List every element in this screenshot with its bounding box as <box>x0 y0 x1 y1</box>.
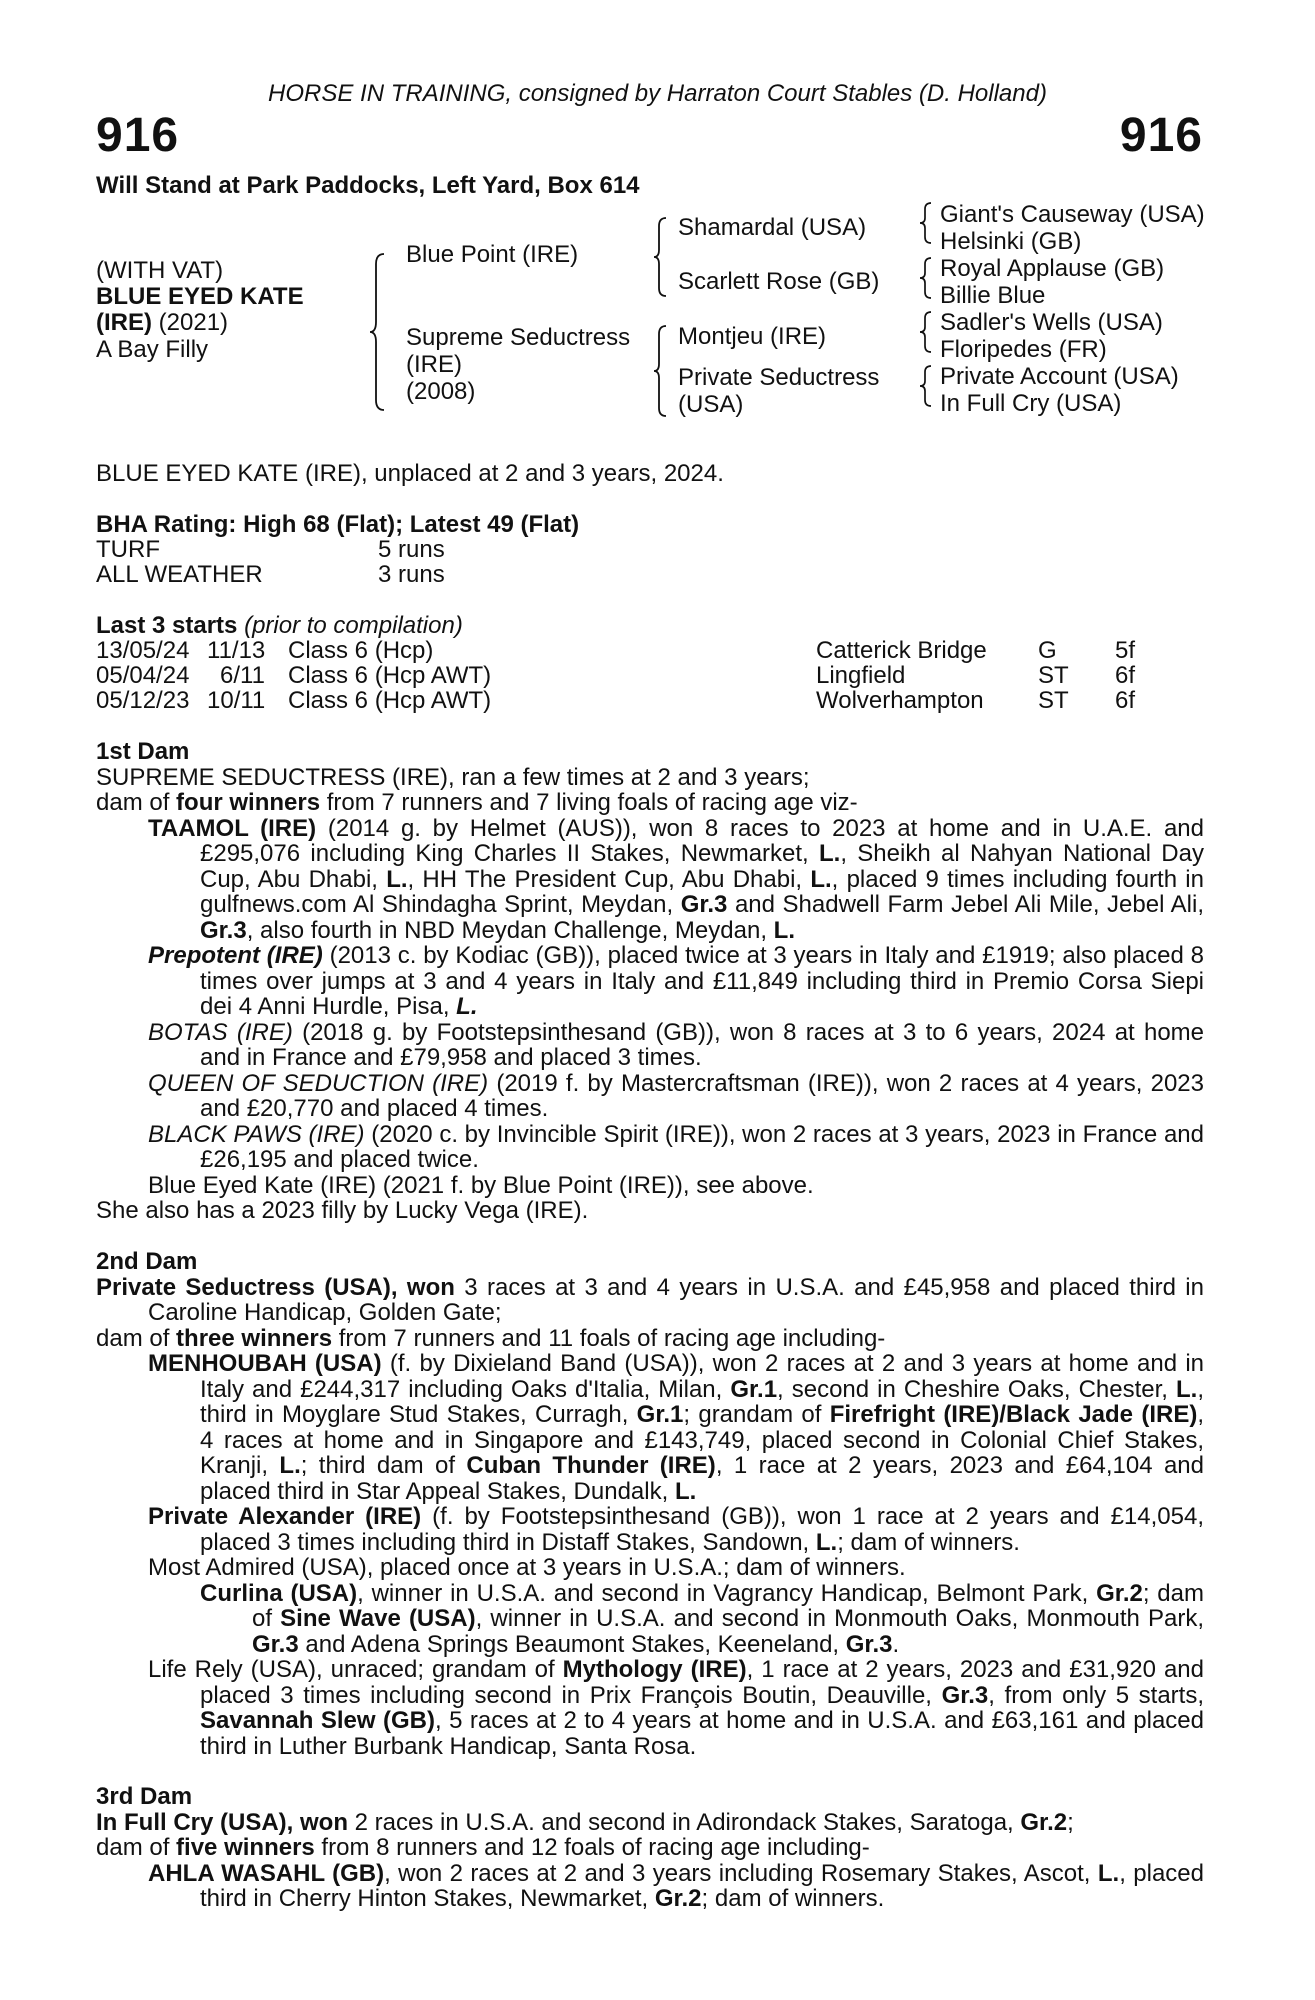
group-marker: Gr.2 <box>1020 1808 1068 1836</box>
pedigree-brace-sire <box>652 216 670 298</box>
start-date: 13/05/24 <box>96 637 190 664</box>
text: , third in Moyglare Stud Stakes, Curragh, <box>200 1375 1204 1428</box>
text: ; grandam of <box>683 1401 830 1428</box>
text: (f. by Dixieland Band (USA)), won 2 races at 2 and 3 years at home and in Italy and £244,317 including Oaks d'Italia, Milan, <box>200 1350 1204 1403</box>
race-summary: BLUE EYED KATE (IRE), unplaced at 2 and 3 years, 2024. <box>96 460 724 487</box>
sds-name: Royal Applause (GB) <box>940 255 1165 282</box>
produce-entry-ahla-wasahl <box>148 1861 1204 1912</box>
won-marker: , won <box>390 1273 455 1301</box>
group-marker: Gr.1 <box>730 1375 778 1403</box>
text: , placed third in Cherry Hinton Stakes, Newmarket, <box>200 1859 1204 1912</box>
first-dam-also: She also has a 2023 filly by Lucky Vega (IRE). <box>96 1197 589 1224</box>
dss-name: Sadler's Wells (USA) <box>940 309 1163 336</box>
winner-count: four winners <box>176 789 321 816</box>
second-dam-heading: 2nd Dam <box>96 1248 198 1275</box>
first-dam-heading: 1st Dam <box>96 738 190 765</box>
sdd-name: Billie Blue <box>940 282 1046 309</box>
text: (2014 g. by Helmet (AUS)), won 8 races to 2023 at home and in U.A.E. and £295,076 including King Charles II Stakes, Newmarket, <box>200 814 1204 867</box>
text: , 4 races at home and in Singapore and £143,749, placed second in Colonial Chief Stakes, Kranji, <box>200 1401 1204 1479</box>
group-marker: Gr.3 <box>941 1681 989 1709</box>
text: , winner in U.S.A. and second in Vagrancy Handicap, Belmont Park, <box>357 1579 1097 1607</box>
rating-runs-aw: 3 runs <box>378 561 445 588</box>
pedigree-brace-ds <box>918 310 934 354</box>
listed-marker: L. <box>279 1452 301 1479</box>
lot-number-right: 916 <box>1119 109 1203 162</box>
text: from 7 runners and 7 living foals of racing age viz- <box>320 789 858 816</box>
winner-count: three winners <box>176 1324 333 1352</box>
last-starts-title: Last 3 starts <box>96 612 238 639</box>
winner-count: five winners <box>176 1834 315 1861</box>
pedigree-brace-sd <box>918 256 934 300</box>
produce-entry-black-paws <box>148 1122 1204 1173</box>
produce-entry-taamol <box>148 816 1204 944</box>
group-marker: Gr.2 <box>654 1885 702 1912</box>
text: ; dam of <box>252 1579 1204 1632</box>
horse-name: Sine Wave (USA) <box>280 1605 476 1632</box>
text: (2019 f. by Mastercraftsman (IRE)), won 2 races at 4 years, 2023 and £20,770 and placed 4 times. <box>200 1069 1204 1122</box>
horse-name: BOTAS (IRE) <box>148 1018 293 1046</box>
horse-name: Mythology (IRE) <box>562 1656 747 1683</box>
sire-sire: Shamardal (USA) <box>678 214 867 241</box>
dam-dam-line1: Private Seductress <box>678 364 880 391</box>
listed-marker: L. <box>456 993 478 1020</box>
horse-name: Cuban Thunder (IRE) <box>466 1452 716 1479</box>
text: , second in Cheshire Oaks, Chester, <box>777 1375 1176 1403</box>
dam-dam-line2: (USA) <box>678 391 744 418</box>
text: (2018 g. by Footstepsinthesand (GB)), won 8 races at 3 to 6 years, 2024 at home and in France and £79,958 and placed 3 times. <box>200 1018 1205 1071</box>
last-starts-heading <box>96 613 463 639</box>
text: . <box>892 1630 900 1658</box>
text: Life Rely (USA), unraced; grandam of <box>148 1656 563 1683</box>
dam-name-line2: (IRE) <box>406 351 462 378</box>
group-marker: Gr.3 <box>252 1630 299 1658</box>
second-dam-produce-line <box>96 1326 1204 1352</box>
dsd-name: Floripedes (FR) <box>940 336 1107 363</box>
text: ; third dam of <box>300 1452 467 1479</box>
dam-sire: Montjeu (IRE) <box>678 323 827 350</box>
text: from 7 runners and 11 foals of racing age including- <box>332 1324 886 1352</box>
produce-list <box>96 1861 1204 1912</box>
second-dam-section <box>96 1249 1204 1759</box>
horse-name: BLACK PAWS (IRE) <box>148 1120 365 1148</box>
text: , 5 races at 2 to 4 years at home and in U.S.A. and £63,161 and placed third in Luther Burbank Handicap, Santa Rosa. <box>200 1707 1205 1760</box>
text: (2020 c. by Invincible Spirit (IRE)), won 2 races at 3 years, 2023 in France and £26,195 and placed twice. <box>200 1120 1204 1173</box>
won-marker: , won <box>286 1808 348 1836</box>
pedigree-brace-dam <box>652 324 670 418</box>
text: 3 races at 3 and 4 years in U.S.A. and £45,958 and placed third in Caroline Handicap, Golden Gate; <box>148 1273 1204 1326</box>
start-position: 10/11 <box>207 687 266 714</box>
listed-marker: L. <box>815 1528 838 1556</box>
horse-name: AHLA WASAHL (GB) <box>148 1859 385 1887</box>
text: and Shadwell Farm Jebel Ali Mile, Jebel Ali, <box>727 891 1204 918</box>
text: , also fourth in NBD Meydan Challenge, Meydan, <box>246 916 774 944</box>
produce-entry-prepotent <box>148 943 1204 1020</box>
pedigree-brace-1 <box>368 252 388 412</box>
listed-marker: L. <box>1097 1859 1120 1887</box>
text: 2 races in U.S.A. and second in Adirondack Stakes, Saratoga, <box>348 1808 1021 1836</box>
text: , Sheikh al Nahyan National Day Cup, Abu Dhabi, <box>200 840 1204 893</box>
horse-name: Private Alexander (IRE) <box>148 1503 422 1530</box>
text: and Adena Springs Beaumont Stakes, Keeneland, <box>298 1630 846 1658</box>
group-marker: Gr.2 <box>1096 1579 1143 1607</box>
produce-entry-private-alexander <box>148 1504 1204 1555</box>
third-dam-intro <box>96 1810 1204 1836</box>
text: dam of <box>96 1834 177 1861</box>
first-dam-intro: SUPREME SEDUCTRESS (IRE), ran a few times at 2 and 3 years; <box>96 763 810 791</box>
text: dam of <box>96 789 177 816</box>
ssd-name: Helsinki (GB) <box>940 228 1082 255</box>
start-going: ST <box>1038 687 1069 714</box>
group-marker: Gr.3 <box>680 891 728 918</box>
horse-name: Savannah Slew (GB) <box>200 1707 435 1734</box>
horse-name: Prepotent (IRE) <box>148 942 323 969</box>
start-distance: 6f <box>1115 662 1136 689</box>
listed-marker: L. <box>810 865 832 893</box>
horse-country: (IRE) <box>96 309 152 336</box>
horse-name: BLUE EYED KATE <box>96 283 304 310</box>
start-date: 05/04/24 <box>96 662 190 689</box>
start-position: 6/11 <box>220 662 265 689</box>
first-dam-section <box>96 739 1204 1224</box>
lot-number-left: 916 <box>96 109 180 162</box>
start-race: Class 6 (Hcp) <box>288 637 434 664</box>
sire-name: Blue Point (IRE) <box>406 241 579 268</box>
produce-list <box>96 1351 1204 1759</box>
produce-entry-curlina <box>148 1581 1204 1658</box>
stand-location: Will Stand at Park Paddocks, Left Yard, Box 614 <box>96 172 640 199</box>
produce-entry-botas <box>148 1020 1204 1071</box>
group-marker: Gr.3 <box>200 916 247 944</box>
text: from 8 runners and 12 foals of racing age including- <box>314 1834 870 1861</box>
bha-rating-heading: BHA Rating: High 68 (Flat); Latest 49 (Flat) <box>96 511 580 538</box>
start-date: 05/12/23 <box>96 687 190 714</box>
horse-name-suffix <box>96 309 228 336</box>
sss-name: Giant's Causeway (USA) <box>940 201 1205 228</box>
start-course: Lingfield <box>816 662 906 689</box>
text: ; <box>1067 1808 1074 1836</box>
start-position: 11/13 <box>207 637 266 664</box>
last-starts-note: (prior to compilation) <box>237 612 463 639</box>
horse-name: QUEEN OF SEDUCTION (IRE) <box>148 1069 489 1097</box>
horse-name: Curlina (USA) <box>200 1579 358 1607</box>
dam-name-line3: (2008) <box>406 378 476 405</box>
listed-marker: L. <box>1176 1375 1198 1403</box>
listed-marker: L. <box>674 1477 697 1505</box>
produce-entry-life-rely <box>148 1657 1204 1759</box>
second-dam-intro <box>96 1275 1204 1326</box>
rating-surface-aw: ALL WEATHER <box>96 561 263 588</box>
produce-entry-most-admired: Most Admired (USA), placed once at 3 years in U.S.A.; dam of winners. <box>148 1554 906 1581</box>
text: , 1 race at 2 years, 2023 and £31,920 and placed 3 times including second in Prix François Boutin, Deauville, <box>200 1656 1204 1709</box>
text: , won 2 races at 2 and 3 years including Rosemary Stakes, Ascot, <box>384 1859 1098 1887</box>
horse-name: Firefright (IRE)/Black Jade (IRE) <box>829 1401 1198 1428</box>
vat-note: (WITH VAT) <box>96 257 224 284</box>
text: ; dam of winners. <box>837 1528 1020 1556</box>
start-distance: 6f <box>1115 687 1136 714</box>
listed-marker: L. <box>386 865 408 893</box>
dds-name: Private Account (USA) <box>940 363 1179 390</box>
sire-dam: Scarlett Rose (GB) <box>678 268 880 295</box>
text: , placed 9 times including fourth in gulfnews.com Al Shindagha Sprint, Meydan, <box>200 865 1204 918</box>
pedigree-brace-ss <box>918 201 934 245</box>
produce-list <box>96 816 1204 1199</box>
third-dam-produce-line <box>96 1835 1204 1861</box>
horse-name: In Full Cry (USA) <box>96 1808 287 1836</box>
text: (2013 c. by Kodiac (GB)), placed twice at 3 years in Italy and £1919; also placed 8 times over jumps at 3 and 4 years in Italy and £11,849 including third in Premio Corsa Siepi dei 4 Anni Hurdle, Pisa, <box>200 942 1205 1020</box>
text: , HH The President Cup, Abu Dhabi, <box>407 865 811 893</box>
text: , from only 5 starts, <box>988 1681 1205 1709</box>
produce-entry-kate: Blue Eyed Kate (IRE) (2021 f. by Blue Point (IRE)), see above. <box>148 1171 814 1199</box>
group-marker: Gr.3 <box>845 1630 893 1658</box>
horse-name: TAAMOL (IRE) <box>148 814 317 842</box>
text: dam of <box>96 1324 177 1352</box>
text: , winner in U.S.A. and second in Monmouth Oaks, Monmouth Park, <box>475 1605 1205 1632</box>
start-going: ST <box>1038 662 1069 689</box>
start-race: Class 6 (Hcp AWT) <box>288 687 492 714</box>
start-course: Wolverhampton <box>816 687 984 714</box>
text: (f. by Footstepsinthesand (GB)), won 1 race at 2 years and £14,054, placed 3 times including third in Distaff Stakes, Sandown, <box>200 1503 1204 1556</box>
start-going: G <box>1038 637 1057 664</box>
rating-surface-turf: TURF <box>96 536 160 563</box>
rating-runs-turf: 5 runs <box>378 536 445 563</box>
start-race: Class 6 (Hcp AWT) <box>288 662 492 689</box>
horse-description: A Bay Filly <box>96 336 209 363</box>
pedigree-brace-dd <box>918 364 934 408</box>
start-course: Catterick Bridge <box>816 637 987 664</box>
catalogue-header: HORSE IN TRAINING, consigned by Harraton Court Stables (D. Holland) <box>268 80 1047 107</box>
text: ; dam of winners. <box>701 1885 885 1912</box>
listed-marker: L. <box>819 840 841 867</box>
produce-entry-queen <box>148 1071 1204 1122</box>
listed-marker: L. <box>773 916 795 944</box>
ddd-name: In Full Cry (USA) <box>940 390 1122 417</box>
start-distance: 5f <box>1115 637 1136 664</box>
horse-name: MENHOUBAH (USA) <box>148 1350 382 1377</box>
group-marker: Gr.1 <box>636 1401 684 1428</box>
dam-name-line1: Supreme Seductress <box>406 324 631 351</box>
text: , 1 race at 2 years, 2023 and £64,104 and placed third in Star Appeal Stakes, Dundalk, <box>200 1452 1204 1505</box>
third-dam-section <box>96 1784 1204 1912</box>
produce-entry-menhoubah <box>148 1351 1204 1504</box>
horse-name: Private Seductress (USA) <box>96 1273 391 1301</box>
first-dam-produce-line <box>96 790 1204 816</box>
third-dam-heading: 3rd Dam <box>96 1783 193 1810</box>
horse-year: (2021) <box>152 309 229 336</box>
